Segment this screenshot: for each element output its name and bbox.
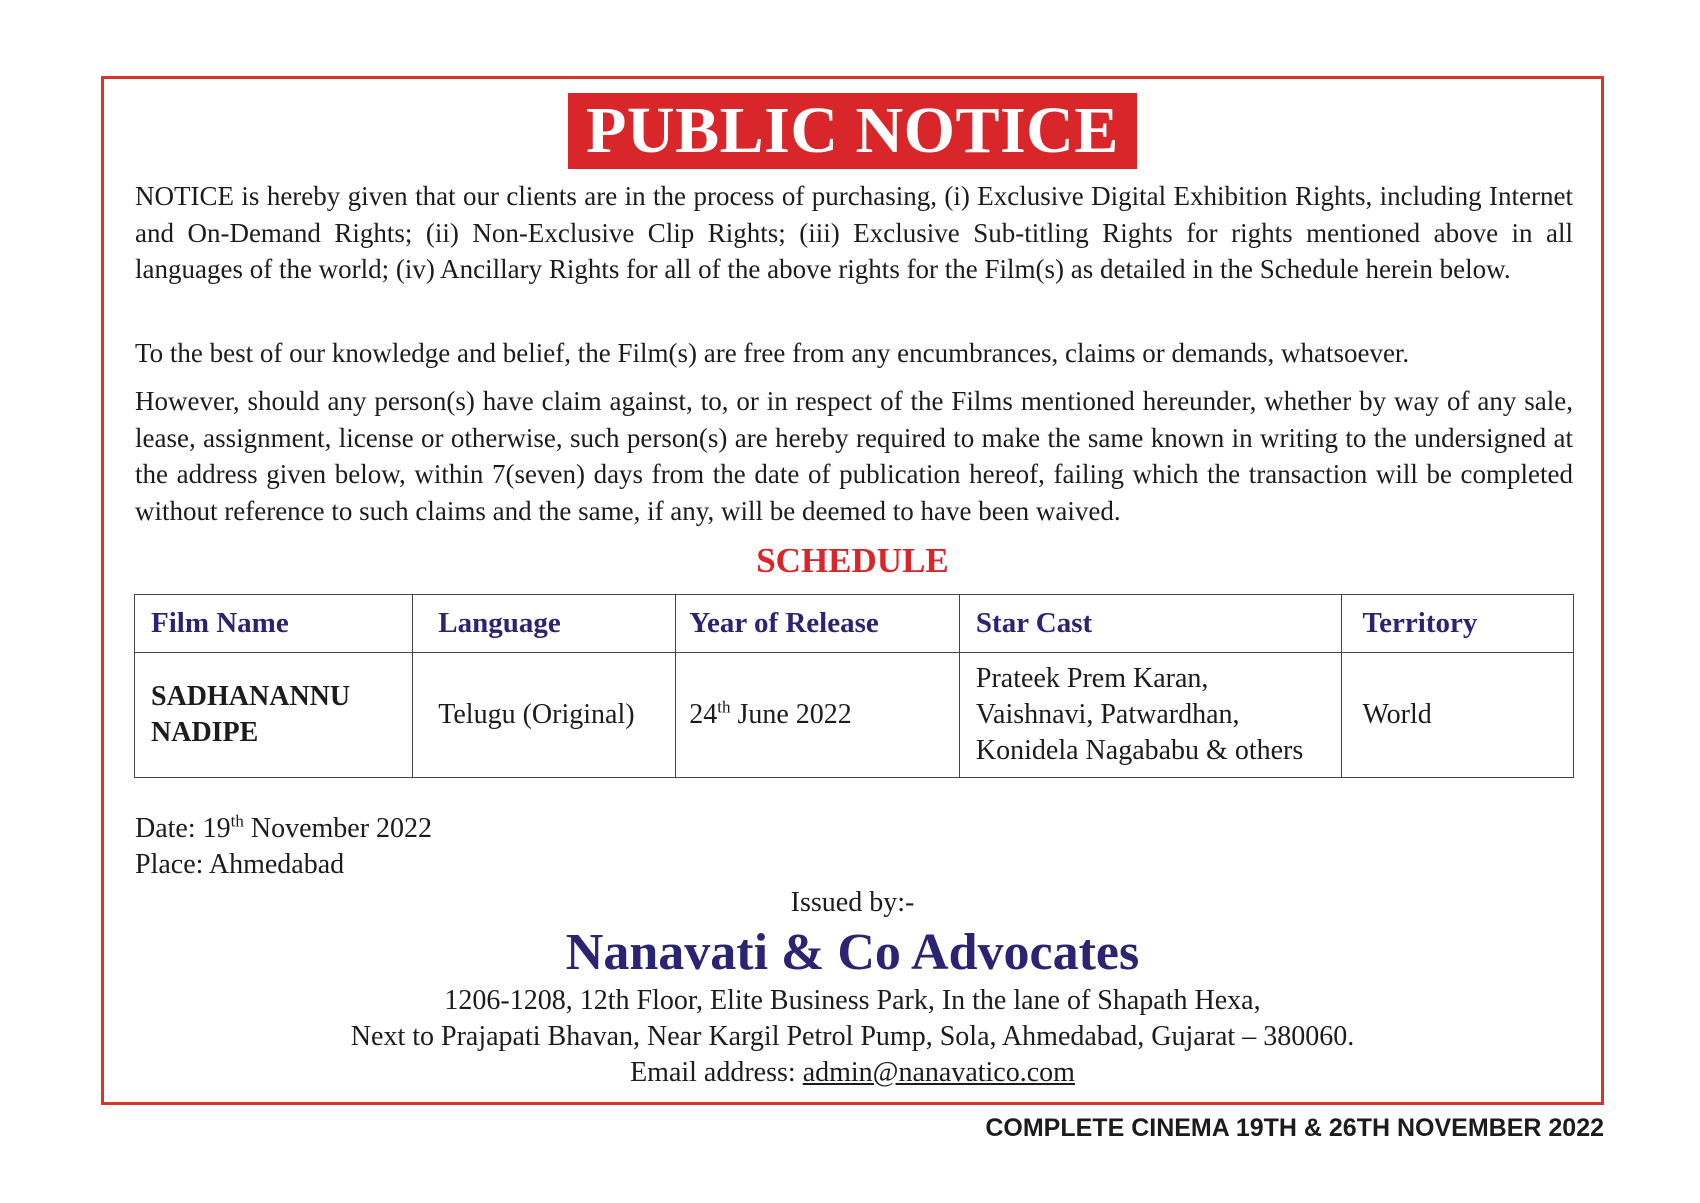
header-year-of-release: Year of Release xyxy=(676,595,960,653)
cast-line2: Vaishnavi, Patwardhan, xyxy=(975,699,1240,730)
email-line xyxy=(104,1055,1601,1091)
email-link[interactable]: admin@nanavatico.com xyxy=(802,1057,1075,1088)
notice-title: PUBLIC NOTICE xyxy=(568,93,1137,169)
release-day: 24 xyxy=(689,699,718,730)
header-star-cast: Star Cast xyxy=(959,595,1342,653)
address-block xyxy=(104,983,1601,1091)
notice-paragraph-2: To the best of our knowledge and belief, the Film(s) are free from any encumbrances, claims or demands, whatsoever. xyxy=(135,338,1410,368)
notice-paragraph-3: However, should any person(s) have claim against, to, or in respect of the Films mentioned hereunder, whether by way of any sale, lease, assignment, license or otherwise, such person(s) are hereby required to make the same known in writing to the undersigned at the address given below, within 7(seven) days from the date of publication hereof, failing which the transaction will be completed without reference to such claims and the same, if any, will be deemed to have been waived. xyxy=(135,386,1573,526)
place-line: Place: Ahmedabad xyxy=(135,849,345,880)
date-suffix: th xyxy=(230,811,244,831)
cell-year-of-release xyxy=(676,653,960,778)
schedule-table xyxy=(134,594,1574,778)
publication-footer: COMPLETE CINEMA 19TH & 26TH NOVEMBER 2022 xyxy=(985,1114,1604,1142)
notice-frame xyxy=(101,76,1604,1105)
cell-film-name xyxy=(135,653,413,778)
title-wrap xyxy=(104,93,1601,169)
cell-star-cast xyxy=(959,653,1342,778)
address-line2: Next to Prajapati Bhavan, Near Kargil Petrol Pump, Sola, Ahmedabad, Gujarat – 380060. xyxy=(350,1021,1355,1052)
film-name-line1: SADHANANNU xyxy=(151,681,351,712)
date-label: Date: 19 xyxy=(135,813,231,844)
date-rest: November 2022 xyxy=(250,813,433,844)
cast-line3: Konidela Nagababu & others xyxy=(975,735,1304,766)
film-name-line2: NADIPE xyxy=(151,717,259,748)
schedule-title: SCHEDULE xyxy=(756,541,949,580)
email-label: Email address: xyxy=(630,1057,796,1088)
date-place-block xyxy=(135,811,432,883)
notice-paragraph-1: NOTICE is hereby given that our clients are in the process of purchasing, (i) Exclusive Digital Exhibition Rights, including Internet and On-Demand Rights; (ii) Non-Exclusive Clip Rights; (iii) Exclusive Sub-titling Rights for rights mentioned above in all languages of the world; (iv) Ancillary Rights for all of the above rights for the Film(s) as detailed in the Schedule herein below. xyxy=(135,181,1573,284)
release-rest: June 2022 xyxy=(737,699,852,730)
issued-by: Issued by:- xyxy=(790,887,915,918)
table-row xyxy=(135,653,1574,778)
cell-territory: World xyxy=(1342,653,1574,778)
header-language: Language xyxy=(413,595,676,653)
address-line1: 1206-1208, 12th Floor, Elite Business Park, In the lane of Shapath Hexa, xyxy=(444,985,1261,1016)
date-line xyxy=(135,811,432,847)
header-territory: Territory xyxy=(1342,595,1574,653)
header-film-name: Film Name xyxy=(135,595,413,653)
cast-line1: Prateek Prem Karan, xyxy=(975,663,1209,694)
schedule-header-row xyxy=(135,595,1574,653)
firm-name: Nanavati & Co Advocates xyxy=(565,924,1140,981)
cell-language: Telugu (Original) xyxy=(413,653,676,778)
release-suffix: th xyxy=(717,697,731,717)
